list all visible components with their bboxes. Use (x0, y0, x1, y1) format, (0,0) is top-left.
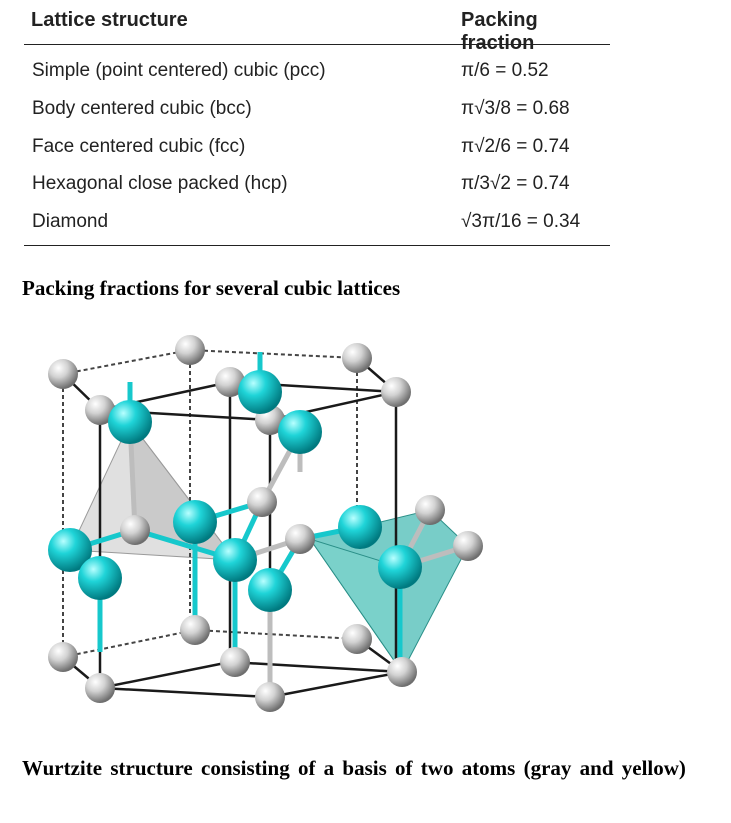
gray-atom (48, 359, 78, 389)
fraction-cell: π/3√2 = 0.74 (461, 173, 570, 194)
gray-atom (255, 682, 285, 712)
cyan-atom (108, 400, 152, 444)
gray-atom (175, 335, 205, 365)
structure-cell: Face centered cubic (fcc) (32, 136, 246, 157)
structure-cell: Simple (point centered) cubic (pcc) (32, 60, 326, 81)
gray-atom (48, 642, 78, 672)
fraction-cell: √3π/16 = 0.34 (461, 211, 581, 232)
structure-cell: Hexagonal close packed (hcp) (32, 173, 288, 194)
gray-atom (285, 524, 315, 554)
figure-caption: Wurtzite structure consisting of a basis of two atoms (gray and yellow) (22, 756, 686, 780)
fraction-cell: π/6 = 0.52 (461, 60, 549, 81)
table-row (24, 207, 610, 237)
gray-atom (120, 515, 150, 545)
cyan-atom (173, 500, 217, 544)
structure-cell: Body centered cubic (bcc) (32, 98, 252, 119)
cyan-atom (278, 410, 322, 454)
gray-atom (85, 673, 115, 703)
cyan-atom (238, 370, 282, 414)
table-body (24, 45, 610, 246)
packing-fraction-table (24, 0, 610, 246)
gray-atom (180, 615, 210, 645)
cyan-atom (213, 538, 257, 582)
gray-atom (342, 624, 372, 654)
table-row (24, 94, 610, 124)
gray-atom (415, 495, 445, 525)
gray-atom (387, 657, 417, 687)
structure-cell: Diamond (32, 211, 109, 232)
table-row (24, 169, 610, 199)
gray-atom (453, 531, 483, 561)
cyan-atom (248, 568, 292, 612)
table-caption: Packing fractions for several cubic lattices (22, 276, 401, 300)
header-packing-fraction: Packing fraction (461, 9, 538, 54)
gray-atom (342, 343, 372, 373)
table-row (24, 56, 610, 86)
table-header (24, 0, 610, 54)
table-row (24, 132, 610, 162)
gray-atom (220, 647, 250, 677)
header-lattice-structure: Lattice structure (31, 9, 188, 31)
gray-atom (381, 377, 411, 407)
wurtzite-structure-figure (0, 322, 520, 732)
fraction-cell: π√2/6 = 0.74 (461, 136, 570, 157)
cyan-atom (378, 545, 422, 589)
fraction-cell: π√3/8 = 0.68 (461, 98, 570, 119)
cyan-atom (78, 556, 122, 600)
cyan-atom (338, 505, 382, 549)
gray-atom (247, 487, 277, 517)
